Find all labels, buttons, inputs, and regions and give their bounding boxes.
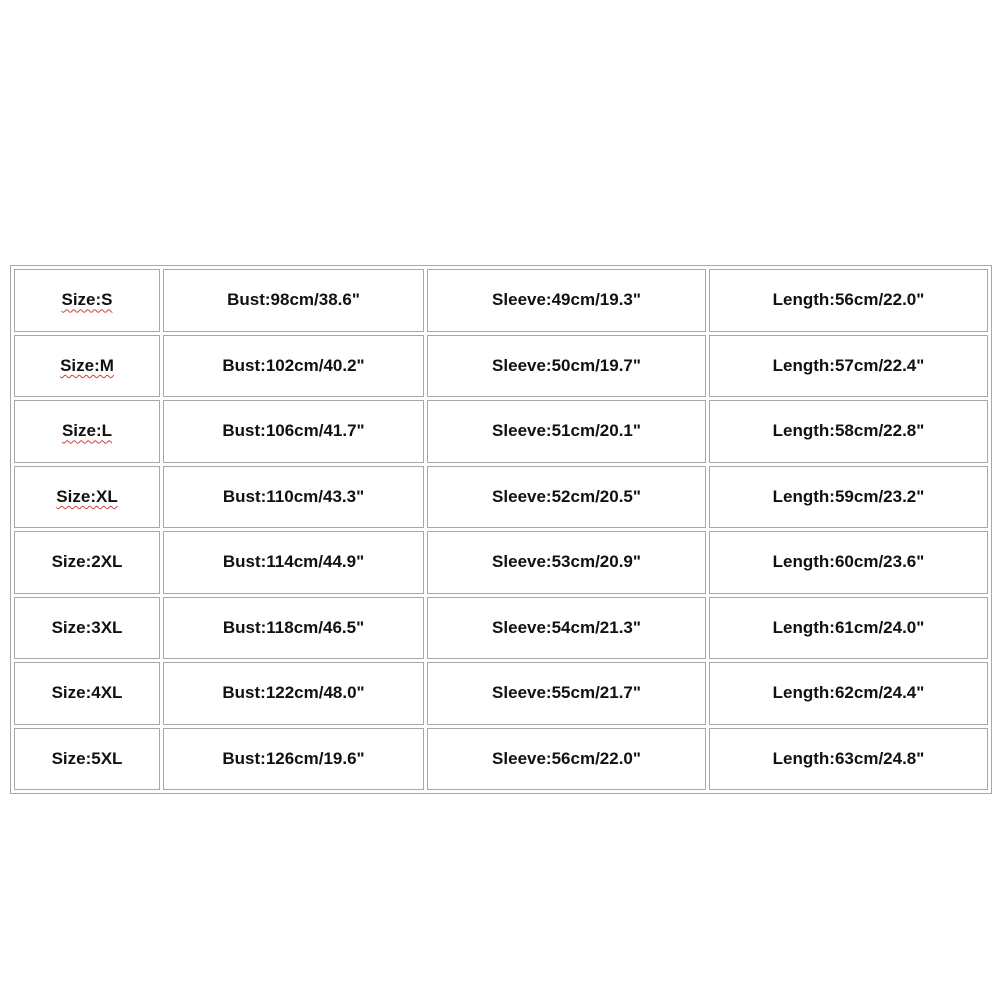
bust-cell: Bust:122cm/48.0"	[163, 662, 424, 725]
length-cell: Length:58cm/22.8"	[709, 400, 988, 463]
length-cell: Length:62cm/24.4"	[709, 662, 988, 725]
bust-cell: Bust:126cm/19.6"	[163, 728, 424, 791]
length-cell: Length:61cm/24.0"	[709, 597, 988, 660]
size-cell	[14, 662, 160, 725]
bust-cell: Bust:114cm/44.9"	[163, 531, 424, 594]
table-row	[14, 335, 988, 398]
table-row	[14, 400, 988, 463]
size-label: Size:M	[60, 355, 114, 375]
length-cell: Length:57cm/22.4"	[709, 335, 988, 398]
table-row	[14, 269, 988, 332]
table-row	[14, 531, 988, 594]
table-row	[14, 597, 988, 660]
bust-cell: Bust:102cm/40.2"	[163, 335, 424, 398]
length-cell: Length:56cm/22.0"	[709, 269, 988, 332]
size-cell	[14, 269, 160, 332]
size-label: Size:XL	[56, 486, 118, 506]
table-row	[14, 728, 988, 791]
sleeve-cell: Sleeve:54cm/21.3"	[427, 597, 706, 660]
size-label: Size:4XL	[51, 683, 123, 703]
size-cell	[14, 466, 160, 529]
bust-cell: Bust:98cm/38.6"	[163, 269, 424, 332]
size-cell	[14, 728, 160, 791]
size-cell	[14, 597, 160, 660]
bust-cell: Bust:118cm/46.5"	[163, 597, 424, 660]
length-cell: Length:59cm/23.2"	[709, 466, 988, 529]
sleeve-cell: Sleeve:55cm/21.7"	[427, 662, 706, 725]
size-label: Size:2XL	[51, 552, 123, 572]
sleeve-cell: Sleeve:50cm/19.7"	[427, 335, 706, 398]
sleeve-cell: Sleeve:49cm/19.3"	[427, 269, 706, 332]
size-label: Size:L	[61, 421, 113, 441]
table-row	[14, 466, 988, 529]
size-chart-body	[14, 269, 988, 790]
size-chart-table	[10, 265, 992, 794]
size-label: Size:3XL	[51, 617, 123, 637]
length-cell: Length:63cm/24.8"	[709, 728, 988, 791]
bust-cell: Bust:110cm/43.3"	[163, 466, 424, 529]
sleeve-cell: Sleeve:56cm/22.0"	[427, 728, 706, 791]
size-label: Size:S	[61, 290, 113, 310]
sleeve-cell: Sleeve:53cm/20.9"	[427, 531, 706, 594]
table-row	[14, 662, 988, 725]
sleeve-cell: Sleeve:52cm/20.5"	[427, 466, 706, 529]
size-cell	[14, 531, 160, 594]
size-cell	[14, 400, 160, 463]
length-cell: Length:60cm/23.6"	[709, 531, 988, 594]
bust-cell: Bust:106cm/41.7"	[163, 400, 424, 463]
sleeve-cell: Sleeve:51cm/20.1"	[427, 400, 706, 463]
size-cell	[14, 335, 160, 398]
size-label: Size:5XL	[51, 748, 123, 768]
